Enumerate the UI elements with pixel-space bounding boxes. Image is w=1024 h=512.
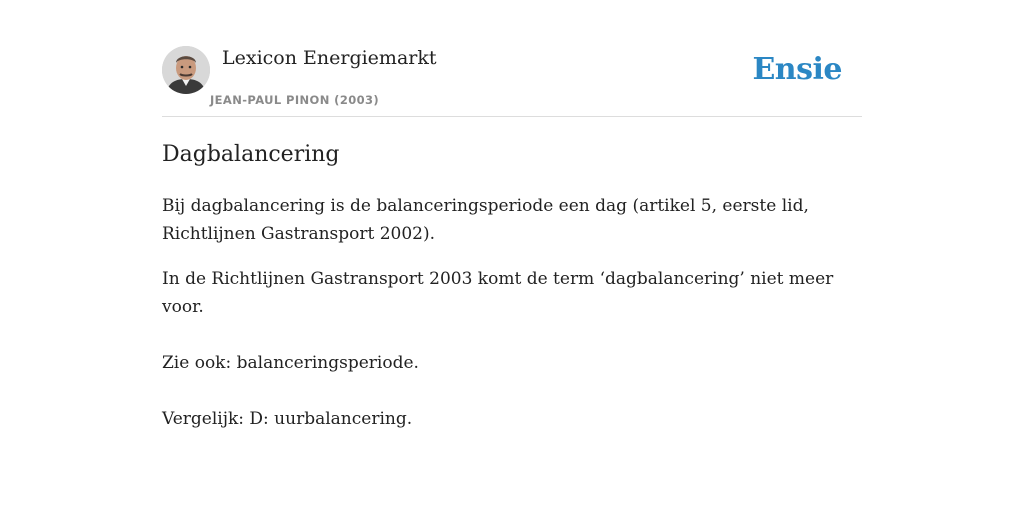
ensie-logo[interactable]: Ensie — [752, 52, 842, 87]
page-header — [162, 46, 862, 117]
entry-note: In de Richtlijnen Gastransport 2003 komt de term ‘dagbalancering’ niet meer voor. — [162, 269, 834, 317]
entry-definition: Bij dagbalancering is de balanceringsperiode een dag (artikel 5, eerste lid, Richtlijnen Gastransport 2002). — [162, 196, 809, 244]
entry-title: Dagbalancering — [162, 142, 340, 167]
author-portrait-icon — [162, 46, 210, 94]
see-also-reference[interactable]: Zie ook: balanceringsperiode. — [162, 353, 419, 373]
author-name[interactable]: JEAN-PAUL PINON (2003) — [210, 93, 380, 107]
entry-content — [162, 140, 862, 450]
author-avatar[interactable] — [162, 46, 210, 94]
compare-reference[interactable]: Vergelijk: D: uurbalancering. — [162, 409, 413, 429]
book-title[interactable]: Lexicon Energiemarkt — [222, 47, 437, 69]
